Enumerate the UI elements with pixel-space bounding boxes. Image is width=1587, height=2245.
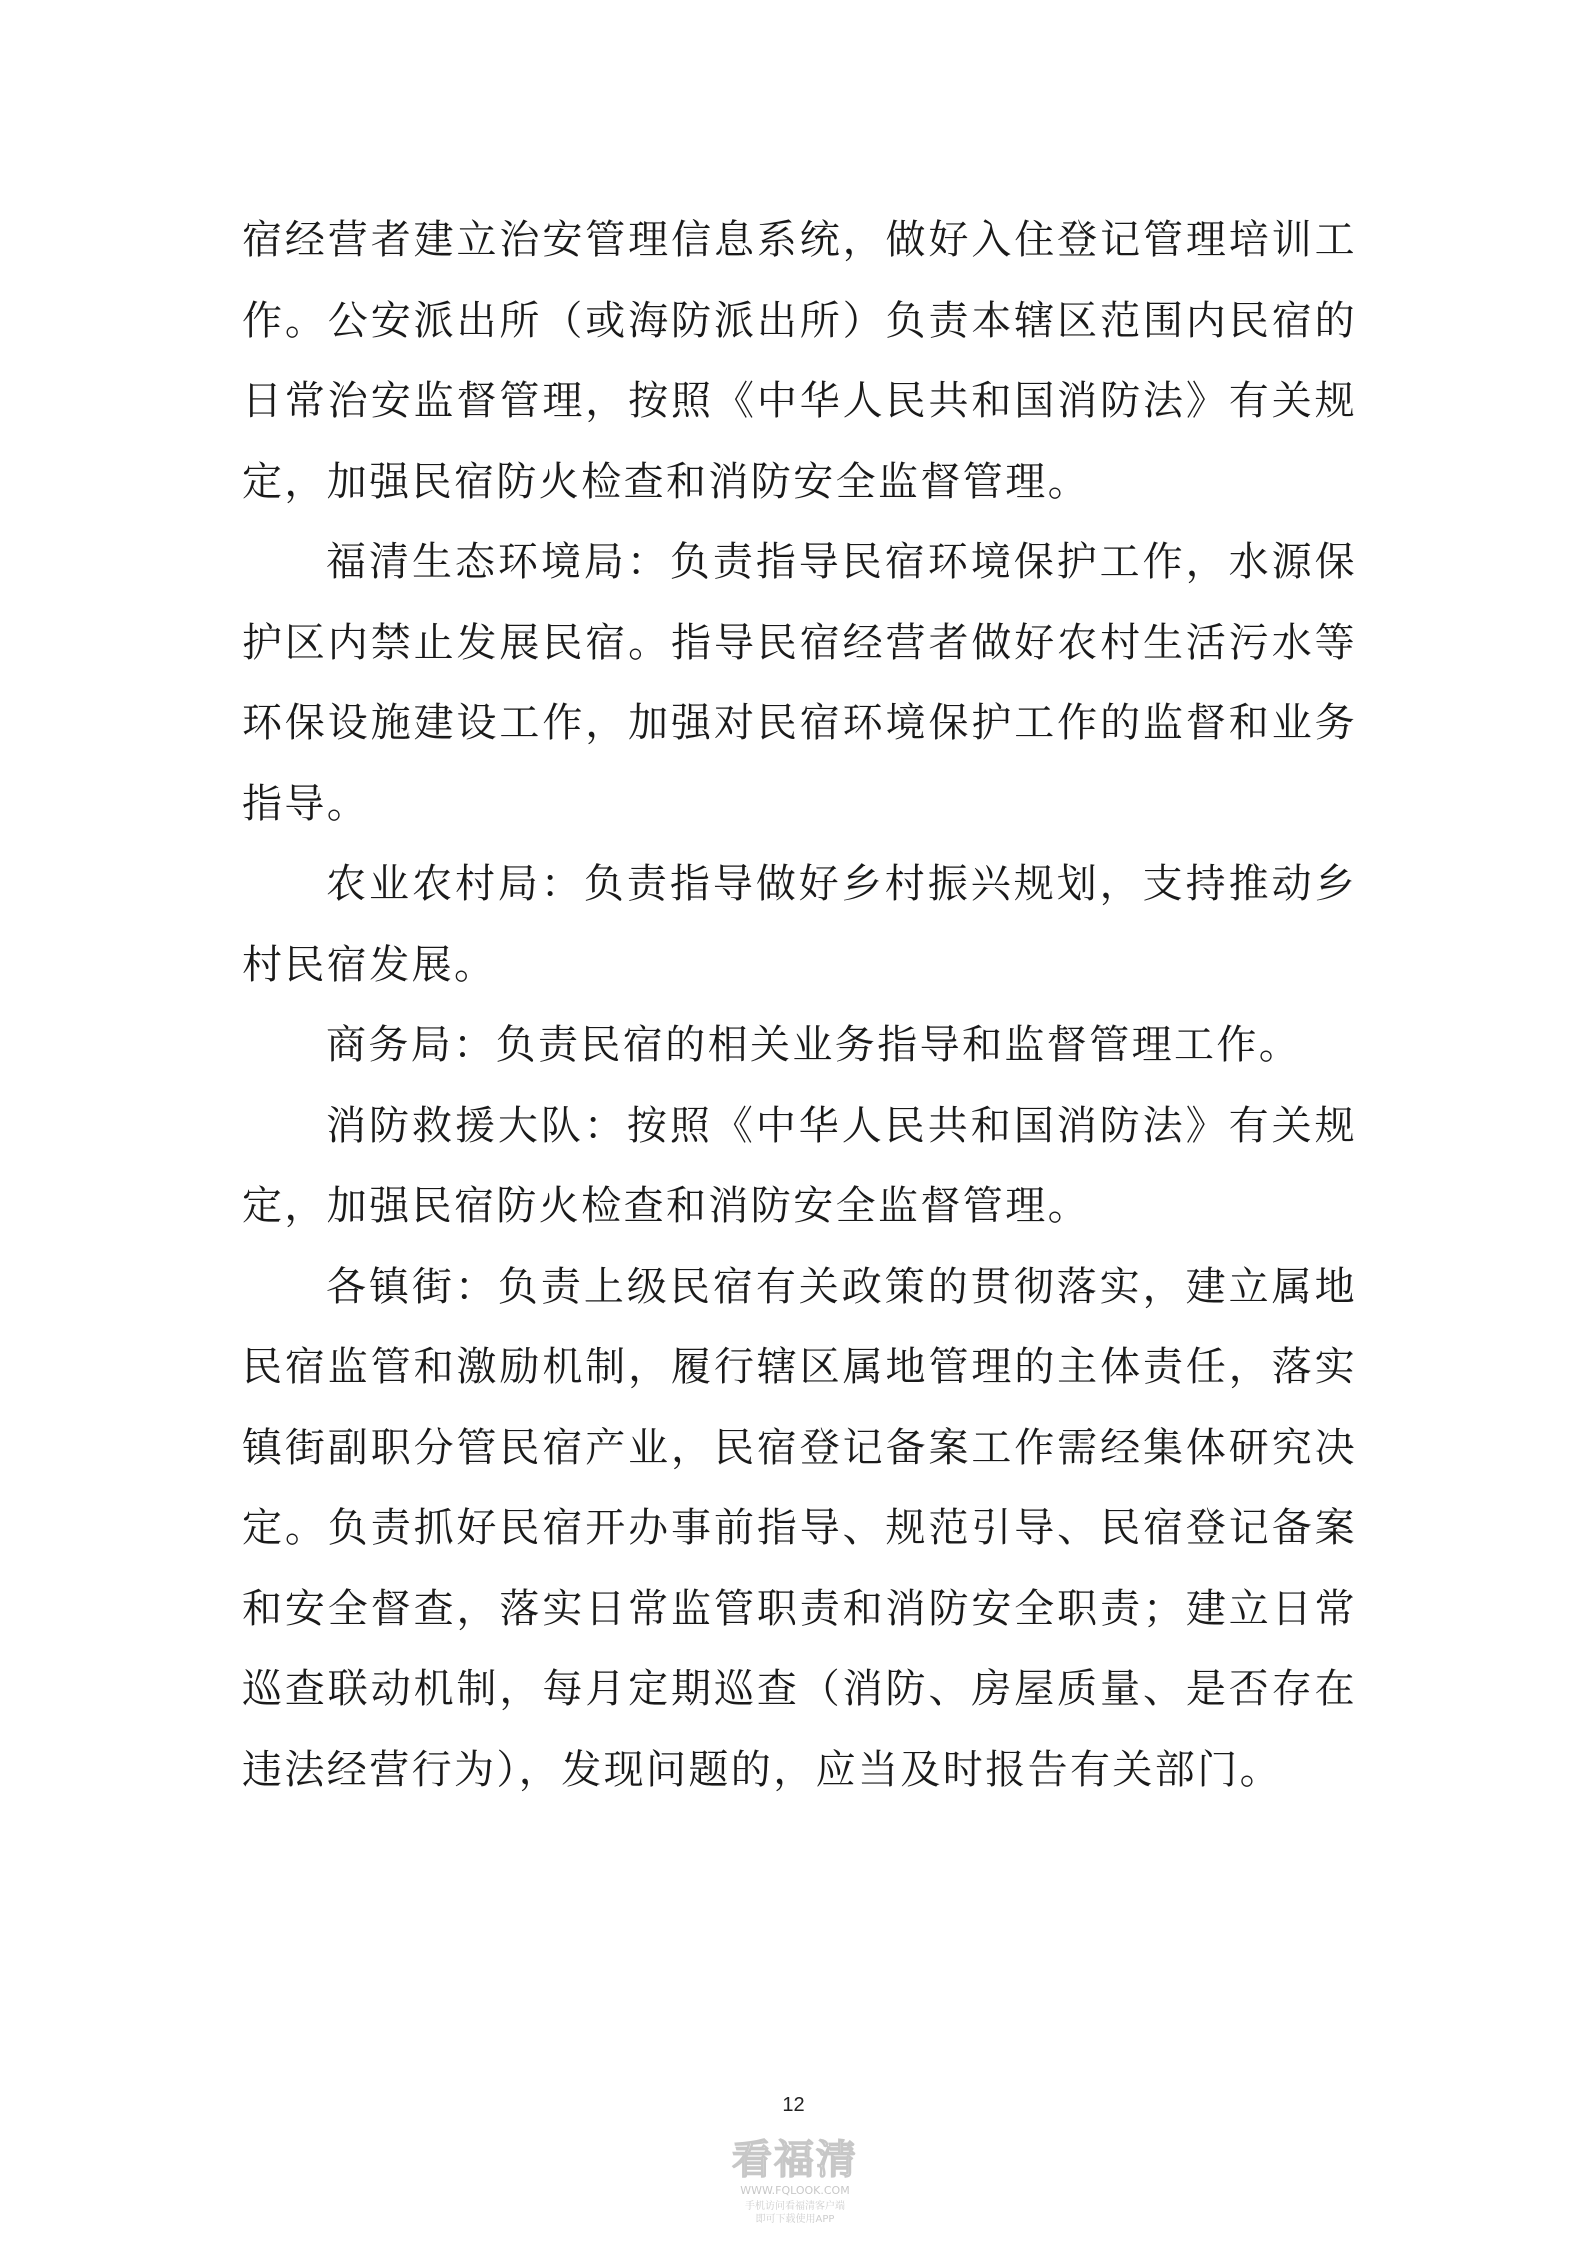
page-number: 12 <box>782 2094 805 2116</box>
paragraph-agriculture-rural-bureau: 农业农村局：负责指导做好乡村振兴规划，支持推动乡村民宿发展。 <box>242 861 1357 988</box>
paragraph-towns-streets: 各镇街：负责上级民宿有关政策的贯彻落实，建立属地民宿监管和激励机制，履行辖区属地管理的主体责任，落实镇街副职分管民宿产业，民宿登记备案工作需经集体研究决定。负责抓好民宿开办事前指导、规范引导、民宿登记备案和安全督查，落实日常监管职责和消防安全职责；建立日常巡查联动机制，每月定期巡查（消防、房屋质量、是否存在违法经营行为），发现问题的，应当及时报告有关部门。 <box>242 1263 1357 1793</box>
watermark-caption-line1: 手机访问看福清客户端 <box>745 2201 845 2212</box>
body-text <box>242 200 1357 1810</box>
site-watermark <box>725 2128 865 2240</box>
paragraph-ecology-environment-bureau: 福清生态环境局：负责指导民宿环境保护工作，水源保护区内禁止发展民宿。指导民宿经营者做好农村生活污水等环保设施建设工作，加强对民宿环境保护工作的监督和业务指导。 <box>242 539 1357 827</box>
paragraph-public-security-continued: 宿经营者建立治安管理信息系统，做好入住登记管理培训工作。公安派出所（或海防派出所）负责本辖区范围内民宿的日常治安监督管理，按照《中华人民共和国消防法》有关规定，加强民宿防火检查和消防安全监督管理。 <box>242 217 1357 505</box>
paragraph-fire-rescue-brigade: 消防救援大队：按照《中华人民共和国消防法》有关规定，加强民宿防火检查和消防安全监督管理。 <box>242 1102 1357 1229</box>
watermark-caption <box>725 2200 865 2226</box>
watermark-caption-line2: 即可下载使用APP <box>755 2214 835 2225</box>
watermark-logo-text: 看福清 <box>732 2137 858 2183</box>
watermark-url: WWW.FQLOOK.COM <box>740 2184 850 2197</box>
paragraph-commerce-bureau: 商务局：负责民宿的相关业务指导和监督管理工作。 <box>326 1022 1302 1068</box>
